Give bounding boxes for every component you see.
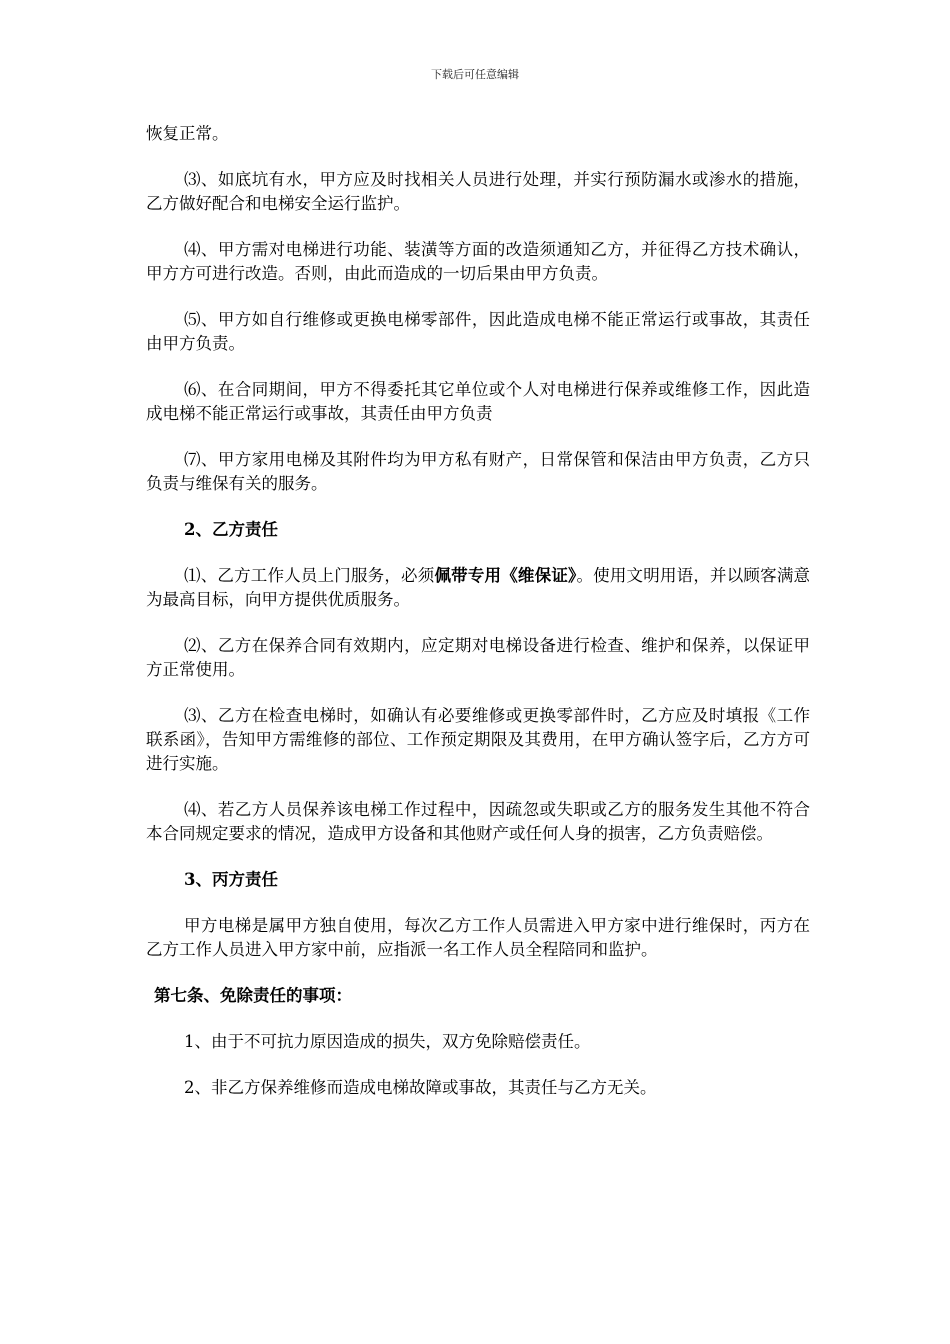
- paragraph-item: ⑸、甲方如自行维修或更换电梯零部件，因此造成电梯不能正常运行或事故，其责任由甲方负责。: [146, 310, 810, 353]
- document-body: [146, 122, 810, 1100]
- paragraph-text: ⑴、乙方工作人员上门服务，必须: [184, 566, 435, 585]
- paragraph-continuation: 恢复正常。: [146, 124, 229, 143]
- paragraph-item: ⑹、在合同期间，甲方不得委托其它单位或个人对电梯进行保养或维修工作，因此造成电梯不能正常运行或事故，其责任由甲方负责: [146, 380, 810, 423]
- paragraph-item: 甲方电梯是属甲方独自使用，每次乙方工作人员需进入甲方家中进行维保时，丙方在乙方工作人员进入甲方家中前，应指派一名工作人员全程陪同和监护。: [146, 916, 810, 959]
- paragraph-item: 1、由于不可抗力原因造成的损失，双方免除赔偿责任。: [184, 1032, 591, 1051]
- paragraph-item: ⑶、乙方在检查电梯时，如确认有必要维修或更换零部件时，乙方应及时填报《工作联系函》，告知甲方需维修的部位、工作预定期限及其费用，在甲方确认签字后，乙方方可进行实施。: [146, 706, 810, 773]
- paragraph-item: ⑷、若乙方人员保养该电梯工作过程中，因疏忽或失职或乙方的服务发生其他不符合本合同规定要求的情况，造成甲方设备和其他财产或任何人身的损害，乙方负责赔偿。: [146, 800, 810, 843]
- bold-emphasis: 佩带专用《维保证》: [434, 566, 577, 585]
- section-heading-party-b: 2、乙方责任: [184, 520, 278, 539]
- article-heading: 第七条、免除责任的事项：: [154, 986, 352, 1005]
- paragraph-item: 2、非乙方保养维修而造成电梯故障或事故，其责任与乙方无关。: [184, 1078, 657, 1097]
- paragraph-item: ⑺、甲方家用电梯及其附件均为甲方私有财产，日常保管和保洁由甲方负责，乙方只负责与维保有关的服务。: [146, 450, 810, 493]
- paragraph-text: 。使用文明用语，并以顾客满意为最高目标，向甲方提供优质服务。: [146, 566, 811, 609]
- page-header: 下载后可任意编辑: [431, 68, 519, 81]
- paragraph-item: ⑵、乙方在保养合同有效期内，应定期对电梯设备进行检查、维护和保养，以保证甲方正常使用。: [146, 636, 810, 679]
- paragraph-item: [146, 564, 810, 612]
- paragraph-item: ⑶、如底坑有水，甲方应及时找相关人员进行处理，并实行预防漏水或渗水的措施，乙方做好配合和电梯安全运行监护。: [146, 170, 810, 213]
- paragraph-item: ⑷、甲方需对电梯进行功能、装潢等方面的改造须通知乙方，并征得乙方技术确认，甲方方可进行改造。否则，由此而造成的一切后果由甲方负责。: [146, 240, 810, 283]
- section-heading-party-c: 3、丙方责任: [184, 870, 278, 889]
